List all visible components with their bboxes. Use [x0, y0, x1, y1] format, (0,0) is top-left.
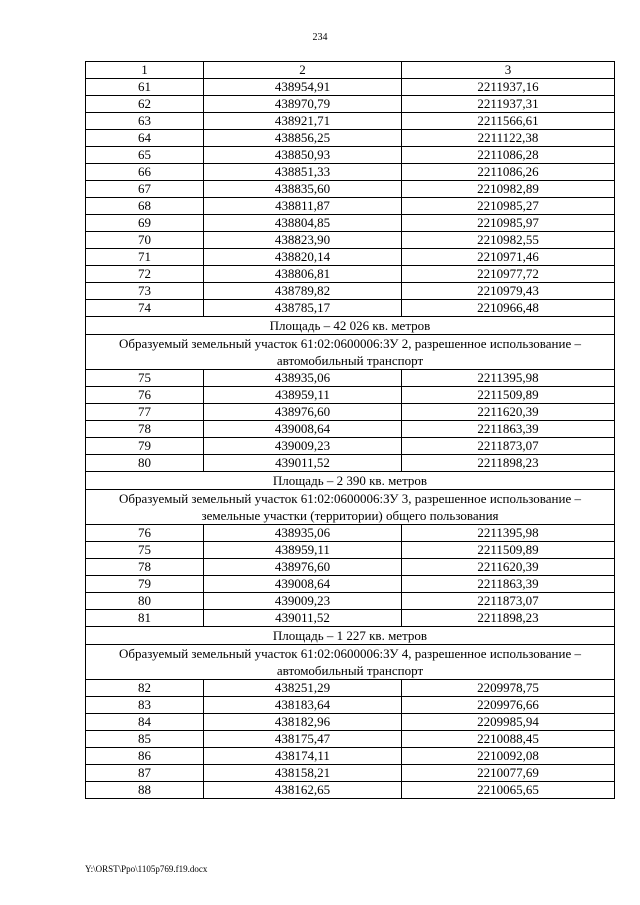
- cell-point-number: 81: [86, 610, 204, 627]
- cell-point-number: 72: [86, 266, 204, 283]
- table-row: [86, 181, 615, 198]
- table-row: [86, 96, 615, 113]
- table-row: [86, 232, 615, 249]
- cell-point-number: 79: [86, 438, 204, 455]
- cell-point-number: 80: [86, 593, 204, 610]
- table-row: [86, 421, 615, 438]
- cell-x-coordinate: 438785,17: [204, 300, 402, 317]
- cell-point-number: 65: [86, 147, 204, 164]
- cell-y-coordinate: 2209976,66: [402, 697, 615, 714]
- cell-y-coordinate: 2211863,39: [402, 576, 615, 593]
- cell-x-coordinate: 438851,33: [204, 164, 402, 181]
- cell-y-coordinate: 2211509,89: [402, 542, 615, 559]
- cell-y-coordinate: 2210971,46: [402, 249, 615, 266]
- cell-x-coordinate: 438158,21: [204, 765, 402, 782]
- cell-y-coordinate: 2211620,39: [402, 559, 615, 576]
- header-cell-y: 3: [402, 62, 615, 79]
- cell-y-coordinate: 2211937,16: [402, 79, 615, 96]
- table-row: [86, 714, 615, 731]
- cell-y-coordinate: 2210982,89: [402, 181, 615, 198]
- cell-x-coordinate: 439008,64: [204, 576, 402, 593]
- cell-point-number: 64: [86, 130, 204, 147]
- note-cell: Образуемый земельный участок 61:02:0600006:ЗУ 3, разрешенное использование – земельные участки (территории) общего пользования: [86, 490, 615, 525]
- cell-y-coordinate: 2210077,69: [402, 765, 615, 782]
- cell-x-coordinate: 438182,96: [204, 714, 402, 731]
- cell-x-coordinate: 438174,11: [204, 748, 402, 765]
- table-row: [86, 387, 615, 404]
- table-row: [86, 130, 615, 147]
- cell-x-coordinate: 438954,91: [204, 79, 402, 96]
- cell-x-coordinate: 439009,23: [204, 438, 402, 455]
- cell-y-coordinate: 2210065,65: [402, 782, 615, 799]
- cell-y-coordinate: 2211620,39: [402, 404, 615, 421]
- table-row: [86, 593, 615, 610]
- cell-x-coordinate: 438835,60: [204, 181, 402, 198]
- page-number: 234: [312, 32, 328, 43]
- cell-point-number: 68: [86, 198, 204, 215]
- cell-y-coordinate: 2210982,55: [402, 232, 615, 249]
- table-row: [86, 438, 615, 455]
- table-row: [86, 215, 615, 232]
- table-row: [86, 525, 615, 542]
- cell-x-coordinate: 438175,47: [204, 731, 402, 748]
- cell-x-coordinate: 439011,52: [204, 610, 402, 627]
- note-cell: Образуемый земельный участок 61:02:0600006:ЗУ 4, разрешенное использование – автомобильный транспорт: [86, 645, 615, 680]
- cell-x-coordinate: 438921,71: [204, 113, 402, 130]
- table-note-row: [86, 627, 615, 645]
- table-row: [86, 731, 615, 748]
- table-row: [86, 370, 615, 387]
- cell-y-coordinate: 2211873,07: [402, 593, 615, 610]
- table-note-row: [86, 317, 615, 335]
- cell-x-coordinate: 438251,29: [204, 680, 402, 697]
- table-row: [86, 198, 615, 215]
- cell-y-coordinate: 2210977,72: [402, 266, 615, 283]
- cell-x-coordinate: 438959,11: [204, 387, 402, 404]
- header-cell-point: 1: [86, 62, 204, 79]
- cell-x-coordinate: 438976,60: [204, 559, 402, 576]
- table-header-row: [86, 62, 615, 79]
- cell-x-coordinate: 438959,11: [204, 542, 402, 559]
- table-note-row: [86, 645, 615, 680]
- cell-y-coordinate: 2211509,89: [402, 387, 615, 404]
- cell-point-number: 75: [86, 542, 204, 559]
- cell-point-number: 71: [86, 249, 204, 266]
- cell-x-coordinate: 439008,64: [204, 421, 402, 438]
- table-row: [86, 542, 615, 559]
- header-cell-x: 2: [204, 62, 402, 79]
- cell-y-coordinate: 2211122,38: [402, 130, 615, 147]
- cell-x-coordinate: 439009,23: [204, 593, 402, 610]
- note-cell: Площадь – 1 227 кв. метров: [86, 627, 615, 645]
- cell-point-number: 66: [86, 164, 204, 181]
- cell-y-coordinate: 2211873,07: [402, 438, 615, 455]
- cell-point-number: 82: [86, 680, 204, 697]
- cell-x-coordinate: 438823,90: [204, 232, 402, 249]
- cell-point-number: 83: [86, 697, 204, 714]
- table-row: [86, 266, 615, 283]
- cell-point-number: 67: [86, 181, 204, 198]
- table-row: [86, 610, 615, 627]
- cell-y-coordinate: 2210966,48: [402, 300, 615, 317]
- note-cell: Площадь – 42 026 кв. метров: [86, 317, 615, 335]
- coordinates-table: [85, 61, 615, 799]
- cell-point-number: 62: [86, 96, 204, 113]
- cell-x-coordinate: 438935,06: [204, 525, 402, 542]
- file-path-footer: Y:\ORST\Ppo\1105p769.f19.docx: [85, 864, 208, 874]
- cell-x-coordinate: 438850,93: [204, 147, 402, 164]
- table-row: [86, 697, 615, 714]
- cell-y-coordinate: 2211086,26: [402, 164, 615, 181]
- cell-x-coordinate: 438970,79: [204, 96, 402, 113]
- cell-point-number: 84: [86, 714, 204, 731]
- cell-y-coordinate: 2209978,75: [402, 680, 615, 697]
- table-note-row: [86, 335, 615, 370]
- table-row: [86, 147, 615, 164]
- table-note-row: [86, 490, 615, 525]
- cell-point-number: 76: [86, 387, 204, 404]
- cell-point-number: 79: [86, 576, 204, 593]
- cell-point-number: 75: [86, 370, 204, 387]
- cell-x-coordinate: 438856,25: [204, 130, 402, 147]
- cell-y-coordinate: 2211395,98: [402, 525, 615, 542]
- table-row: [86, 113, 615, 130]
- cell-point-number: 70: [86, 232, 204, 249]
- cell-point-number: 78: [86, 559, 204, 576]
- table-row: [86, 404, 615, 421]
- cell-y-coordinate: 2209985,94: [402, 714, 615, 731]
- cell-point-number: 78: [86, 421, 204, 438]
- table-body: [86, 79, 615, 799]
- cell-y-coordinate: 2211898,23: [402, 610, 615, 627]
- cell-point-number: 88: [86, 782, 204, 799]
- cell-x-coordinate: 438820,14: [204, 249, 402, 266]
- table-row: [86, 782, 615, 799]
- cell-point-number: 77: [86, 404, 204, 421]
- cell-point-number: 80: [86, 455, 204, 472]
- cell-point-number: 87: [86, 765, 204, 782]
- table-row: [86, 283, 615, 300]
- table-row: [86, 559, 615, 576]
- table-row: [86, 249, 615, 266]
- cell-point-number: 74: [86, 300, 204, 317]
- cell-point-number: 85: [86, 731, 204, 748]
- note-cell: Образуемый земельный участок 61:02:0600006:ЗУ 2, разрешенное использование – автомобильный транспорт: [86, 335, 615, 370]
- cell-y-coordinate: 2211086,28: [402, 147, 615, 164]
- cell-x-coordinate: 438162,65: [204, 782, 402, 799]
- cell-x-coordinate: 438976,60: [204, 404, 402, 421]
- cell-x-coordinate: 438811,87: [204, 198, 402, 215]
- cell-x-coordinate: 438183,64: [204, 697, 402, 714]
- cell-x-coordinate: 438804,85: [204, 215, 402, 232]
- cell-point-number: 63: [86, 113, 204, 130]
- cell-y-coordinate: 2210985,97: [402, 215, 615, 232]
- table-row: [86, 300, 615, 317]
- cell-x-coordinate: 439011,52: [204, 455, 402, 472]
- table-note-row: [86, 472, 615, 490]
- cell-x-coordinate: 438789,82: [204, 283, 402, 300]
- table-row: [86, 680, 615, 697]
- note-cell: Площадь – 2 390 кв. метров: [86, 472, 615, 490]
- cell-y-coordinate: 2211566,61: [402, 113, 615, 130]
- table-row: [86, 455, 615, 472]
- cell-x-coordinate: 438806,81: [204, 266, 402, 283]
- cell-x-coordinate: 438935,06: [204, 370, 402, 387]
- cell-y-coordinate: 2210985,27: [402, 198, 615, 215]
- cell-y-coordinate: 2210088,45: [402, 731, 615, 748]
- cell-point-number: 86: [86, 748, 204, 765]
- table-row: [86, 748, 615, 765]
- table-row: [86, 79, 615, 96]
- cell-point-number: 61: [86, 79, 204, 96]
- cell-y-coordinate: 2210979,43: [402, 283, 615, 300]
- cell-y-coordinate: 2211937,31: [402, 96, 615, 113]
- cell-point-number: 73: [86, 283, 204, 300]
- table-row: [86, 164, 615, 181]
- cell-y-coordinate: 2211863,39: [402, 421, 615, 438]
- cell-point-number: 76: [86, 525, 204, 542]
- table-row: [86, 576, 615, 593]
- cell-point-number: 69: [86, 215, 204, 232]
- table-row: [86, 765, 615, 782]
- cell-y-coordinate: 2210092,08: [402, 748, 615, 765]
- cell-y-coordinate: 2211898,23: [402, 455, 615, 472]
- cell-y-coordinate: 2211395,98: [402, 370, 615, 387]
